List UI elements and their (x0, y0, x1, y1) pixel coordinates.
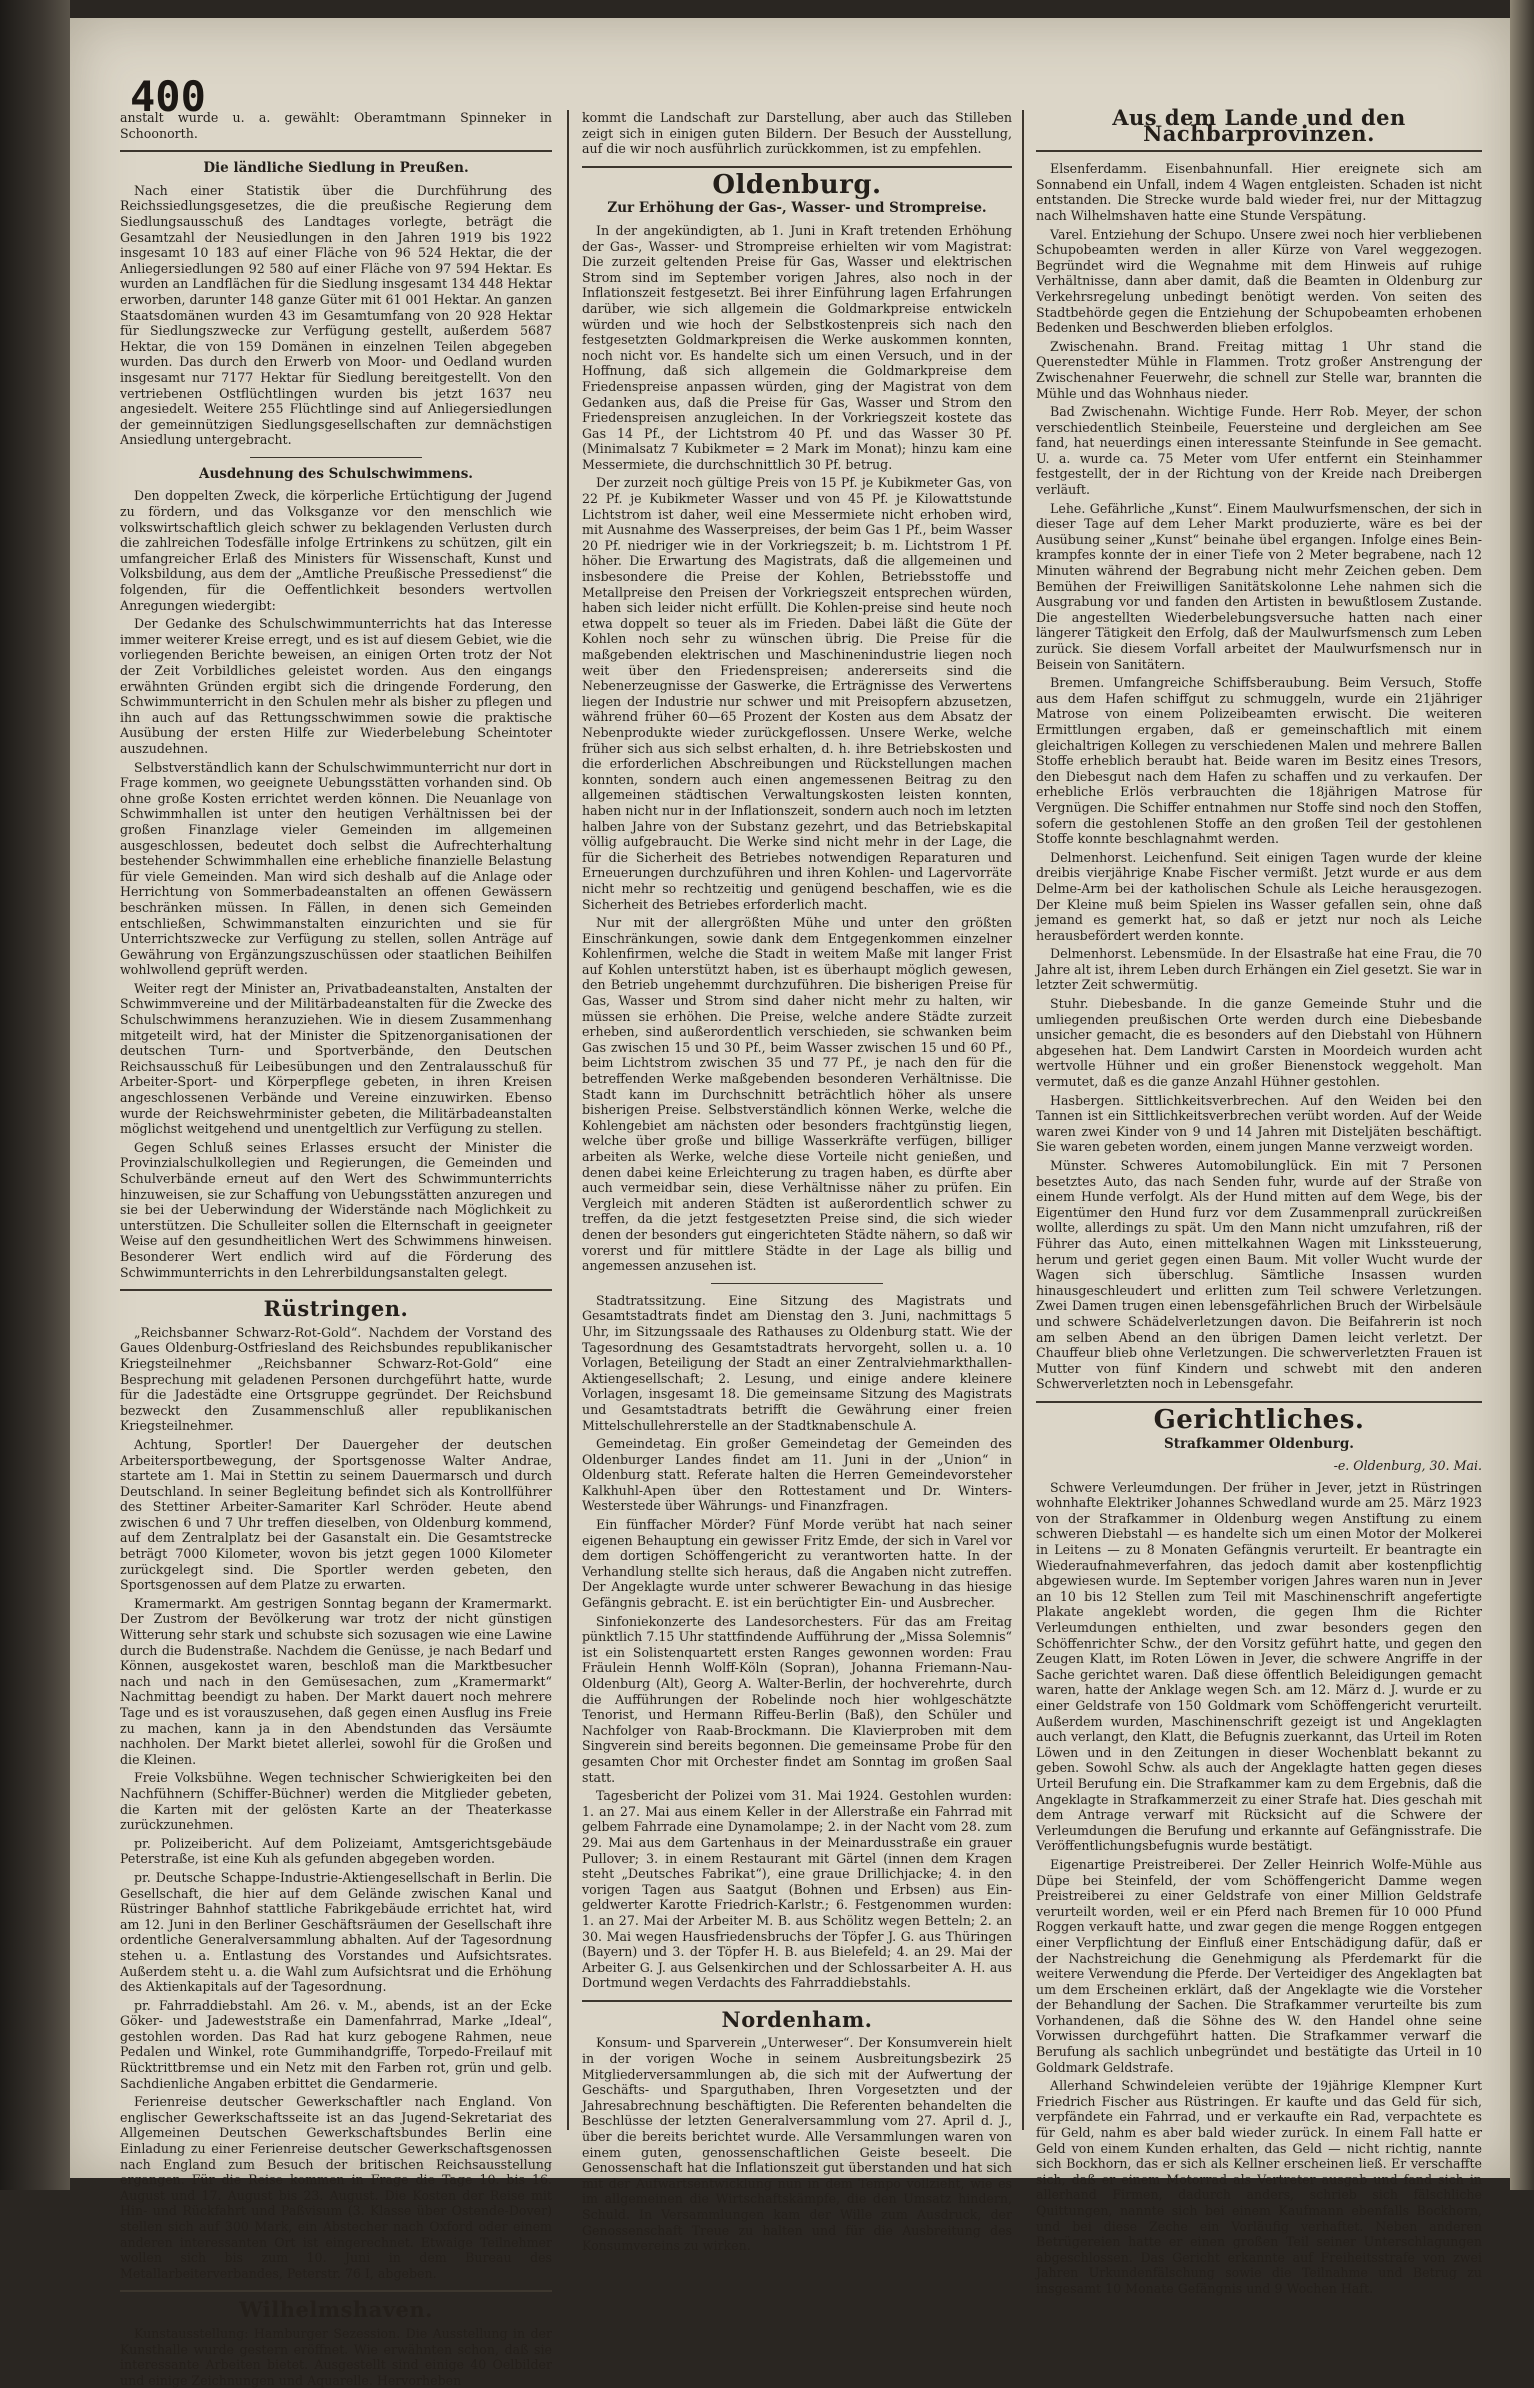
article-paragraph: Weiter regt der Minister an, Privatbadeanstalten, Anstalten der Schwimmvereine und der Militärbadeanstalten für die Zwecke des Schulschwimmens heranzuziehen. Wie in diesem Zusammenhang mitgeteilt wird, hat der Minister die Spitzenorganisationen der deutschen Turn- und Sportverbände, den Deutschen Reichsausschuß für Leibesübungen und den Zentralausschuß für Arbeiter-Sport- und Körperpflege gebeten, in ihren Kreisen angeschlossenen Verbände und Vereine einzuwirken. Ebenso wurde der Reichswehrminister gebeten, die Militärbadeanstalten möglichst weitgehend und unentgeltlich zur Verfügung zu stellen. (120, 980, 552, 1137)
article-paragraph: Kramermarkt. Am gestrigen Sonntag begann der Kramermarkt. Der Zustrom der Bevölkerung war trotz der nicht günstigen Witterung sehr stark und schubste sich sozusagen wie eine Lawine durch die Budenstraße. Nachdem die Genüsse, je nach Bedarf und Können, ausgekostet waren, beschloß man die Marktbesucher nach und nach in den Gemüsesachen, zum „Kramermarkt“ Nachmittag beendigt zu haben. Der Markt dauert noch mehrere Tage und es ist vorauszusehen, daß gegen einen Ausflug ins Freie zu machen, kann ja in den Abendstunden das Versäumte nachholen. Der Markt bietet allerlei, sowohl für die Großen und die Kleinen. (120, 1595, 552, 1767)
col3-subtitle: Strafkammer Oldenburg. (1164, 1435, 1354, 1452)
col3-section-title-lande: Aus dem Lande und den Nachbarprovinzen. (1112, 105, 1406, 146)
article-paragraph: Nach einer Statistik über die Durchführung des Reichssiedlungsgesetzes, die die preußische Regierung dem Siedlungsausschuß des Landtages vorlegte, beträgt die Gesamtzahl der Neusiedlungen in den Jahren 1919 bis 1922 insgesamt 10 183 auf einer Fläche von 96 524 Hektar, die der Anliegersiedlungen 92 580 auf einer Fläche von 97 594 Hektar. Es wurden an Landflächen für die Siedlung insgesamt 134 448 Hektar erworben, darunter 148 ganze Güter mit 61 001 Hektar. An ganzen Staatsdomänen wurden 43 im Gesamtumfang von 20 928 Hektar für Siedlungszwecke zur Verfügung gestellt, außerdem 5687 Hektar, die von 159 Domänen in einzelnen Teilen abgegeben wurden. Das durch den Erwerb von Moor- und Oedland wurden insgesamt nur 7177 Hektar für Siedlung bereitgestellt. Von den vertriebenen Ostflüchtlingen wurden bis jetzt 1637 neu angesiedelt. Weitere 255 Flüchtlinge sind auf Anliegersiedlungen der gemeinnützigen Siedlungsgesellschaften zur demnächstigen Ansiedlung untergebracht. (120, 182, 552, 448)
article-paragraph: Eigenartige Preistreiberei. Der Zeller Heinrich Wolfe-Mühle aus Düpe bei Steinfeld, der vom Schöffengericht Damme wegen Preistreiberei zu einer Geldstrafe von einer Million Geldstrafe verurteilt worden, weil er ein Pferd nach Bremen für 10 000 Pfund Roggen verkauft hatte, und zwar gegen die menge Roggen entgegen einer Verpflichtung der Einfluß einer Entschädigung dafür, daß er der Nachstreichung die Genehmigung als Pferdemarkt für die weitere Verwendung die Pferde. Der Verteidiger des Angeklagten bat um dem Erscheinen erklärt, daß der Angeklagte wie die Vorsteher der Behandlung der Sachen. Die Strafkammer verurteilte bis zum Vorhandenen, daß die Söhne des W. den Handel ohne seine Vorwissen durchgeführt hatten. Die Strafkammer verwarf die Berufung als sachlich unbegründet und bestätigte das Urteil in 10 Goldmark Geldstrafe. (1036, 1856, 1482, 2075)
divider (1036, 150, 1482, 152)
article-paragraph: Gemeindetag. Ein großer Gemeindetag der Gemeinden des Oldenburger Landes findet am 11. Juni in der „Union“ in Oldenburg statt. Referate halten die Herren Gemeindevorsteher Kalkhuhl-Apen über den Rottestament und Dr. Winters-Westerstede über Währungs- und Finanzfragen. (582, 1436, 1012, 1514)
col2-subtitle: Zur Erhöhung der Gas-, Wasser- und Strompreise. (607, 200, 987, 217)
page-edge (1510, 0, 1534, 2190)
col2-intro: kommt die Landschaft zur Darstellung, aber auch das Stilleben zeigt sich in einigen guten Bildern. Der Besuch der Ausstellung, auf die wir noch ausführlich zurückkommen, ist zu empfehlen. (582, 110, 1012, 157)
article-paragraph: Achtung, Sportler! Der Dauergeher der deutschen Arbeitersportbewegung, der Sportsgenosse Walter Andrae, startete am 1. Mai in Stettin zu seinem Dauermarsch und durch Deutschland. In seiner Begleitung befindet sich als Kontrollführer des Stettiner Arbeiter-Samariter Karl Schröder. Heute abend zwischen 6 und 7 Uhr treffen dieselben, von Oldenburg kommend, auf dem Zentralplatz bei der Gasanstalt ein. Die Gesamtstrecke beträgt 7000 Kilometer, wovon bis jetzt gegen 1000 Kilometer zurückgelegt sind. Die Sportler werden gebeten, den Sportsgenossen auf dem Platze zu erwarten. (120, 1436, 552, 1593)
divider (582, 166, 1012, 168)
article-paragraph: Delmenhorst. Lebensmüde. In der Elsastraße hat eine Frau, die 70 Jahre alt ist, ihrem Leben durch Erhängen ein Ziel gesetzt. Sie war in letzter Zeit schwermütig. (1036, 946, 1482, 993)
divider (250, 457, 423, 458)
article-paragraph: Münster. Schweres Automobilunglück. Ein mit 7 Personen besetztes Auto, das nach Senden fuhr, wurde auf der Straße von einem Hunde verfolgt. Als der Hund mitten auf dem Wege, bis der Eigentümer den Hund furz vor dem Zusammenprall zurückreißen wollte, allerdings zu spät. Um den Mann nicht umzufahren, riß der Führer das Auto, einen mittelkahnen Wagen mit Linkssteuerung, herum und geriet gegen einen Baum. Mit voller Wucht wurde der Wagen sich überschlug. Sämtliche Insassen wurden hinausgeschleudert und erlitten zum Teil schwere Verletzungen. Zwei Damen trugen einen lebensgefährlichen Bruch der Wirbelsäule und schwere Schädelverletzungen davon. Die Beifahrerin ist noch am selben Abend an den übrigen Damen leicht verletzt. Der Chauffeur blieb ohne Verletzungen. Die schwerverletzten Frauen ist Mutter von fünf Kindern und schwebt mit den anderen Schwerverletzten noch in Lebensgefahr. (1036, 1158, 1482, 1392)
col1-section-title-ruestringen: Rüstringen. (263, 1296, 409, 1322)
article-paragraph: Bad Zwischenahn. Wichtige Funde. Herr Rob. Meyer, der schon verschiedentlich Steinbeile, Feuersteine und dergleichen am See fand, hat neuerdings einen interessante Steinfunde in See gemacht. U. a. wurde ca. 75 Meter vom Ufer entfernt ein Steinhammer festgestellt, der in der Richtung von der Kreide nach Dreibergen verläuft. (1036, 404, 1482, 498)
article-paragraph: Delmenhorst. Leichenfund. Seit einigen Tagen wurde der kleine dreibis vierjährige Knabe Fischer vermißt. Jetzt wurde er aus dem Delme-Arm bei der katholischen Schule als Leiche herausgezogen. Der Kleine muß beim Spielen ins Wasser gefallen sein, ohne daß jemand es gemerkt hat, so daß er jetzt nur noch als Leiche herausbefördert werden konnte. (1036, 849, 1482, 943)
divider (120, 2290, 552, 2292)
article-paragraph: Lehe. Gefährliche „Kunst“. Einem Maulwurfsmenschen, der sich in dieser Tage auf dem Leher Markt produzierte, wäre es bei der Ausübung seiner „Kunst“ beinahe übel ergangen. Infolge eines Bein-krampfes konnte der in einer Tiefe von 2 Meter begrabene, nach 12 Minuten während der Begrabung nicht mehr Zeichen geben. Dem Bemühen der Freiwilligen Sanitätskolonne Lehe nahmen sich die Ausgrabung vor und fanden den Artisten in bewußtlosem Zustande. Die angestellten Wiederbelebungsversuche hatten nach einer längerer Tätigkeit den Erfolg, daß der Maulwurfsmensch zum Leben zurück. Sie diesem Vorfall arbeitet der Maulwurfsmensch nur in Beisein von Sanitätern. (1036, 500, 1482, 672)
column-rule-2 (1022, 110, 1024, 2130)
article-paragraph: Stadtratssitzung. Eine Sitzung des Magistrats und Gesamtstadtrats findet am Dienstag den 3. Juni, nachmittags 5 Uhr, im Sitzungssaale des Rathauses zu Oldenburg statt. Wie der Tagesordnung des Gesamtstadtrats hervorgeht, sollen u. a. 10 Vorlagen, Beteiligung der Stadt an einer Zentralviehmarkthallen-Aktiengesellschaft; 2. Lesung, und einige andere kleinere Vorlagen, insgesamt 18. Die gemeinsame Sitzung des Magistrats und Gesamtstadtrats betrifft die Gewährung einer freien Mittelschullehrerstelle an der Stadtknabenschule A. (582, 1292, 1012, 1433)
col1-section-title-schwimmen: Ausdehnung des Schulschwimmens. (198, 465, 474, 482)
article-paragraph: Ein fünffacher Mörder? Fünf Morde verübt hat nach seiner eigenen Behauptung ein gewisser Fritz Emde, der sich in Varel vor dem dortigen Schöffengericht zu verantworten hatte. In der Verhandlung stellte sich heraus, daß die Angaben nicht zutreffen. Der Angeklagte wurde unter schwerer Bewachung in das hiesige Gefängnis gebracht. E. ist ein berüchtigter Ein- und Ausbrecher. (582, 1517, 1012, 1611)
article-paragraph: Schwere Verleumdungen. Der früher in Jever, jetzt in Rüstringen wohnhafte Elektriker Johannes Schwedland wurde am 25. März 1923 von der Strafkammer in Oldenburg wegen Anstiftung zu einem schweren Diebstahl — es handelte sich um einen Motor der Molkerei in Leitens — zu 8 Monaten Gefängnis verurteilt. Er beantragte ein Wiederaufnahmeverfahren, das jedoch damit aber kostenpflichtig abgewiesen wurde. Im September vorigen Jahres waren nun in Jever an 10 bis 12 Stellen zum Teil mit Maschinenschrift angefertigte Plakate angeklebt worden, die gegen Ihm die Richter Verleumdungen enthielten, und zwar besonders gegen den Schöffenrichter Schw., der den Vorsitz geführt hatte, und gegen den Zeugen Klatt, im Roten Löwen in Jever, die schwere Angriffe in der Sache gerichtet waren. Daß diese öffentlich Beleidigungen gemacht waren, hatte der Anklage wegen Sch. am 12. März d. J. wurde er zu einer Geldstrafe von 150 Goldmark vom Schöffengericht verurteilt. Außerdem wurden, Maschinenschrift gezeigt ist und Angeklagten auch verlangt, den Klatt, die Befugnis zuerkannt, das Urteil im Roten Löwen und in den Zeitungen in dieser Wochenblatt bekannt zu geben. Sowohl Schw. als auch der Angeklagte hatten gegen dieses Urteil Berufung ein. Die Strafkammer kam zu dem Ergebnis, daß die Angeklagte in Strafkammerzeit zu einer Strafe hat. Dies geschah mit dem Antrage verwarf mit Rücksicht auf die Schwere der Verleumdungen die Berufung und erkannte auf Gefängnisstrafe. Die Veröffentlichungsbefugnis wurde bestätigt. (1036, 1479, 1482, 1854)
col1-section-title-siedlung: Die ländliche Siedlung in Preußen. (203, 160, 469, 177)
divider (582, 2000, 1012, 2002)
article-paragraph: In der angekündigten, ab 1. Juni in Kraft tretenden Erhöhung der Gas-, Wasser- und Strompreise erhielten wir vom Magistrat: Die zurzeit geltenden Preise für Gas, Wasser und elektrischen Strom sind im September vorigen Jahres, also noch in der Inflationszeit festgesetzt. Bei ihrer Einführung lagen Erfahrungen darüber, wie sich allgemein die Goldmarkpreise entwickeln würden und wie hoch der Selbstkostenpreis sich nach den festgesetzten Goldmarkpreisen die Werke auskommen konnten, noch nicht vor. Es handelte sich um einen Versuch, und in der Hoffnung, daß sich allgemein die Goldmarkpreise dem Friedenspreise anpassen würden, ging der Magistrat von dem Gedanken aus, daß die Preise für Gas, Wasser und Strom den Friedenspreisen anzugleichen. In der Vorkriegszeit kostete das Gas 14 Pf., der Lichtstrom 40 Pf. und das Wasser 30 Pf. (Minimalsatz 7 Kubikmeter = 2 Mark im Monat); hinzu kam eine Messermiete, die durchschnittlich 30 Pf. betrug. (582, 222, 1012, 472)
article-paragraph: Elsenferdamm. Eisenbahnunfall. Hier ereignete sich am Sonnabend ein Unfall, indem 4 Wagen entgleisten. Schaden ist nicht entstanden. Die Strecke wurde bald wieder frei, nur der Mittagzug nach Wilhelmshaven hatte eine Stunde Verspätung. (1036, 161, 1482, 223)
column-rule-1 (567, 110, 569, 2130)
article-paragraph: Varel. Entziehung der Schupo. Unsere zwei noch hier verbliebenen Schupobeamten werden in aller Kürze von Varel weggezogen. Begründet wird die Wegnahme mit dem Hinweis auf ruhige Verhältnisse, dann aber damit, daß die Beamten in Oldenburg zur Verkehrsregelung unbedingt benötigt werden. Von seiten des Stadtbehörde gegen die Entziehung der Schupobeamten erhobenen Bedenken und Beschwerden blieben erfolglos. (1036, 226, 1482, 336)
article-paragraph: Bremen. Umfangreiche Schiffsberaubung. Beim Versuch, Stoffe aus dem Hafen schiffgut zu schmuggeln, wurde ein 21jähriger Matrose von einem Polizeibeamten erwischt. Die weiteren Ermittlungen ergaben, daß er gemeinschaftlich mit einem gleichaltrigen Kollegen zu verschiedenen Malen und mehrere Ballen Stoffe erheblich beraubt hat. Beide waren im Besitz eines Tresors, den Diebesgut nach dem Hafen zu schaffen und zu verkaufen. Der erhebliche Erlös verbrauchten die 18jährigen Matrose für Vergnügen. Die Schiffer entnahmen nur Stoffe sind noch den Stoffen, sofern die gestohlenen Stoffe an den großen Teil der gestohlenen Stoffe konnte beschlagnahmt werden. (1036, 675, 1482, 847)
col2-section-title-oldenburg: Oldenburg. (712, 169, 882, 200)
binding-gutter (0, 0, 70, 2190)
divider (711, 1283, 883, 1284)
article-paragraph: Konsum- und Sparverein „Unterweser“. Der Konsumverein hielt in der vorigen Woche in seinem Ausbreitungsbezirk 25 Mitgliederversammlungen ab, die sich mit der Aufwertung der Geschäfts- und Sparguthaben, Ihren Vorgesetzten und der Jahresabrechnung beschäftigten. Die Referenten behandelten die Beschlüsse der letzten Generalversammlung vom 27. April d. J., über die bereits berichtet wurde. Alle Versammlungen waren von einem guten, genossenschaftlichen Geiste beseelt. Die Genossenschaft hat die Inflationszeit gut überstanden und hat sich mit der Aufwärtsentwicklung nun in dem Tempo vollzieht, wie es im allgemeinen die Wirtschaftskämpfe, die den Umsatz hindern, Schuld. In Versammlungen kam der Wille zum Ausdruck, der Genossenschaft Treue zu halten und für die Ausbreitung des Konsumvereins zu wirken. (582, 2035, 1012, 2254)
article-paragraph: Hasbergen. Sittlichkeitsverbrechen. Auf den Weiden bei den Tannen ist ein Sittlichkeitsverbrechen verübt worden. Auf der Weide waren zwei Kinder von 9 und 14 Jahren mit Disteljäten beschäftigt. Sie waren gebeten worden, einem jungen Manne verzweigt worden. (1036, 1092, 1482, 1155)
col1-intro: anstalt wurde u. a. gewählt: Oberamtmann Spinneker in Schoonorth. (120, 110, 552, 141)
article-paragraph: Tagesbericht der Polizei vom 31. Mai 1924. Gestohlen wurden: 1. an 27. Mai aus einem Keller in der Allerstraße ein Fahrrad mit gelbem Fahrrade eine Dynamolampe; 2. in der Nacht vom 28. zum 29. Mai aus dem Gartenhaus in der Meinardusstraße ein grauer Pullover; 3. in einem Restaurant mit Gärtel (innen dem Kragen steht „Deutsches Fabrikat“), eine graue Drillichjacke; 4. in den vorigen Tagen aus Saatgut (Bohnen und Erbsen) aus Ein-geldwerter Karotte Friedrich-Karlstr.; 6. Festgenommen wurden: 1. an 27. Mai der Arbeiter M. B. aus Schölitz wegen Betteln; 2. an 30. Mai wegen Hausfriedensbruchs der Töpfer J. G. aus Thüringen (Bayern) und 3. der Töpfer H. B. aus Bielefeld; 4. an 29. Mai der Arbeiter G. J. aus Gelsenkirchen und der Schlossarbeiter A. H. aus Dortmund wegen Verdachts des Fahrraddiebstahls. (582, 1788, 1012, 1991)
page-number: 400 (130, 72, 206, 121)
article-paragraph: „Reichsbanner Schwarz-Rot-Gold“. Nachdem der Vorstand des Gaues Oldenburg-Ostfriesland des Reichsbundes republikanischer Kriegsteilnehmer „Reichsbanner Schwarz-Rot-Gold“ eine Besprechung mit geladenen Personen durchgeführt hatte, wurde für die Jadestädte eine Ortsgruppe gegründet. Der Reichsbund bezweckt den Zusammenschluß aller republikanischen Kriegsteilnehmer. (120, 1324, 552, 1434)
col3-section-title-gerichtliches: Gerichtliches. (1153, 1404, 1365, 1435)
article-paragraph: Sinfoniekonzerte des Landesorchesters. Für das am Freitag pünktlich 7.15 Uhr stattfindende Aufführung der „Missa Solemnis“ ist ein Solistenquartett ersten Ranges gewonnen worden: Frau Fräulein Hennh Wolff-Köln (Sopran), Johanna Friemann-Nau-Oldenburg (Alt), Georg A. Walter-Berlin, der hochverehrte, durch die Aufführungen der Robelinde noch hier wohlgeschätzte Tenorist, und Hermann Riffeu-Berlin (Baß), den Schüler und Nachfolger von Raab-Brockmann. Die Klavierproben mit dem Singverein sind bereits begonnen. Die gemeinsame Probe für den gesamten Chor mit Orchester findet am Sonntag im großen Saal statt. (582, 1613, 1012, 1785)
article-paragraph: Zwischenahn. Brand. Freitag mittag 1 Uhr stand die Querenstedter Mühle in Flammen. Trotz großer Anstrengung der Zwischenahner Feuerwehr, die schnell zur Stelle war, brannten die Mühle und das Wohnhaus nieder. (1036, 338, 1482, 401)
article-paragraph: pr. Fahrraddiebstahl. Am 26. v. M., abends, ist an der Ecke Göker- und Jadeweststraße ein Damenfahrrad, Marke „Ideal“, gestohlen worden. Das Rad hat kurz gebogene Rahmen, neue Pedalen und Winkel, rote Gummihandgriffe, Torpedo-Freilauf mit Rücktrittbremse und ein Netz mit den Farben rot, grün und gelb. Sachdienliche Angaben erbittet die Gendarmerie. (120, 1997, 552, 2091)
article-paragraph: Ferienreise deutscher Gewerkschaftler nach England. Von englischer Gewerkschaftsseite ist an das Jugend-Sekretariat des Allgemeinen Deutschen Gewerkschaftsbundes Berlin eine Einladung zu einer Ferienreise deutscher Gewerkschaftsgenossen nach England zum Besuch der britischen Reichsausstellung ergangen. Für die Reise kommen in Frage die Tage 10. bis 16. August und 17. August bis 23. August. Die Kosten der Reise mit Hin- und Rückfahrt und Paßvisum (3. Klasse über Ostende-Dover) stellen sich auf 300 Mark, ein Abstecher nach Oxford oder einem anderen interessanten Ort ist eingerechnet. Etwaige Teilnehmer wollen sich bis zum 10. Juni in dem Bureau des Metallarbeiterverbandes, Peterstr. 76 I, abgeben. (120, 2094, 552, 2281)
column-3 (1036, 100, 1482, 2296)
divider (120, 1289, 552, 1291)
divider (1036, 1401, 1482, 1403)
column-1 (120, 110, 553, 2388)
article-paragraph: Der zurzeit noch gültige Preis von 15 Pf. je Kubikmeter Gas, von 22 Pf. je Kubikmeter Wasser und von 45 Pf. je Kilowattstunde Lichtstrom ist daher, weil eine Messermiete nicht erhoben wird, mit Ausnahme des Wasserpreises, der beim Gas 1 Pf., beim Wasser 20 Pf. niedriger wie in der Vorkriegszeit; b. m. Lichtstrom 1 Pf. höher. Die Erwartung des Magistrats, daß die allgemeinen und insbesondere die Preise der Kohlen, Betriebsstoffe und Metallpreise den Preisen der Vorkriegszeit entsprechen würden, haben sich leider nicht erfüllt. Die Kohlen-preise sind heute noch etwa doppelt so teuer als im Frieden. Dabei läßt die Güte der Kohlen noch sehr zu wünschen übrig. Die Preise für die maßgebenden elektrischen und Maschinenindustrie liegen noch weit über den Friedenspreisen; andererseits sind die Nebenerzeugnisse der Gaswerke, die Erträgnisse des Verwertens liegen der Industrie nur schwer und mit Preisopfern abzusetzen, während früher 60—65 Prozent der Kosten aus dem Absatz der Nebenprodukte wieder zurückgeflossen. Unsere Werke, welche früher sich aus sich selbst erhalten, d. h. ihre Betriebskosten und die erforderlichen Abschreibungen und Rückstellungen machen konnten, sondern auch einen angemessenen Beitrag zu den allgemeinen städtischen Verwaltungskosten leisten konnten, haben nicht nur in der Inflationszeit, sondern auch noch im letzten halben Jahre von der Substanz gezehrt, und das Betriebskapital völlig aufgebraucht. Die Werke sind nicht mehr in der Lage, die für die Sicherheit des Betriebes notwendigen Reparaturen und Erneuerungen durchzuführen und ihren Kohlen- und Lagervorräte nicht mehr so rechtzeitig und genügend beschaffen, wie es die Sicherheit des Betriebes erforderlich macht. (582, 475, 1012, 912)
article-paragraph: Freie Volksbühne. Wegen technischer Schwierigkeiten bei den Nachfühnern (Schiffer-Büchner) werden die Mitglieder gebeten, die Karten mit der gelösten Karte an der Theaterkasse zurückzunehmen. (120, 1770, 552, 1833)
divider (120, 150, 552, 152)
col2-section-title-nordenham: Nordenham. (721, 2006, 873, 2032)
article-paragraph: Selbstverständlich kann der Schulschwimmunterricht nur dort in Frage kommen, wo geeignete Uebungsstätten vorhanden sind. Ob ohne große Kosten errichtet werden können. Die Neuanlage von Schwimmhallen ist unter den heutigen Verhältnissen bei der großen Finanzlage vieler Gemeinden im allgemeinen ausgeschlossen, bedeutet doch selbst die Aufrechterhaltung bestehender Schwimmhallen eine erhebliche finanzielle Belastung für viele Gemeinden. Man wird sich deshalb auf die Anlage oder Herrichtung von Sommerbadeanstalten an offenen Gewässern beschränken müssen. In Fällen, in denen sich Gemeinden entschließen, Schwimmanstalten einzurichten und sie für Unterrichtszwecke zur Verfügung zu stellen, sollen Anträge auf Gewährung von Ergänzungszuschüssen oder staatlichen Beihilfen wohlwollend geprüft werden. (120, 759, 553, 978)
article-paragraph: Der Gedanke des Schulschwimmunterrichts hat das Interesse immer weiterer Kreise erregt, und es ist auf diesem Gebiet, wie die vorliegenden Berichte beweisen, an einigen Orten trotz der Not der Zeit Vorbildliches geleistet worden. Aus den eingangs erwähnten Gründen ergibt sich die dringende Forderung, den Schwimmunterricht in den Schulen mehr als bisher zu pflegen und ihn auch auf das Rettungsschwimmen sowie die praktische Ausübung der ersten Hilfe zur Wiederbelebung Scheintoter auszudehnen. (120, 616, 552, 756)
article-paragraph: Den doppelten Zweck, die körperliche Ertüchtigung der Jugend zu fördern, und das Volksganze vor den menschlich wie volkswirtschaftlich gleich schwer zu beklagenden Verlusten durch die zahlreichen Todesfälle infolge Ertrinkens zu schützen, gilt ein umfangreicher Erlaß des Ministers für Wissenschaft, Kunst und Volksbildung, aus dem der „Amtliche Preußische Pressedienst“ die folgenden, für die Oeffentlichkeit besonders wertvollen Anregungen wiedergibt: (120, 488, 552, 613)
dateline: -e. Oldenburg, 30. Mai. (1333, 1458, 1482, 1474)
article-paragraph: Allerhand Schwindeleien verübte der 19jährige Klempner Kurt Friedrich Fischer aus Rüstringen. Er kaufte und das Geld für sich, verpfändete ein Fahrrad, und er verkaufte ein Rad, verpachtete es für Geld, nahm es aber bald wieder zurück. In einem Fall hatte er Geld von einem Kunden erhalten, das Geld — nicht richtig, nannte sich Bockhorn, das er sich als Kellner erscheinen ließ. Er verschaffte sich, daß er einem Motorrad als Vertreter ausgab und fand sich in allerhand Firmen, dadurch anders, schrieb sich fälschliche Quittungen, nannte sich bei einem Kaufmann ebenfalls Bockhorn, und bei diese Zeche ein Vorläufig verhaftet. Neben anderen Betrügereien hatte er einen großen Teil seiner Unterschlagungen abgeschlossen. Das Gericht erkannte auf Freiheitsstrafe von zwei Jahren Urkundenfälschung sowie die Teilnahme und Betrug zu insgesamt 10 Monate Gefängnis und 9 Wochen Haft. (1036, 2078, 1482, 2296)
article-paragraph: Gegen Schluß seines Erlasses ersucht der Minister die Provinzialschulkollegien und Regierungen, die Gemeinden und Schulverbände erneut auf den Wert des Schwimmunterrichts hinzuweisen, sie zur Schaffung von Uebungsstätten anzuregen und sie bei der Ueberwindung der Widerstände nach Möglichkeit zu unterstützen. Die Schulleiter sollen die Elternschaft in geeigneter Weise auf den gesundheitlichen Wert des Schwimmens hinweisen. Besonderer Wert endlich wird auf die Förderung des Schwimmunterrichts in den Lehrerbildungsanstalten gelegt. (120, 1139, 552, 1280)
article-paragraph: pr. Polizeibericht. Auf dem Polizeiamt, Amtsgerichtsgebäude Peterstraße, ist eine Kuh als gefunden abgegeben worden. (120, 1835, 552, 1867)
column-2 (582, 110, 1012, 2254)
article-paragraph: pr. Deutsche Schappe-Industrie-Aktiengesellschaft in Berlin. Die Gesellschaft, die hier auf dem Gelände zwischen Kanal und Rüstringer Bahnhof stattliche Fabrikgebäude errichtet hat, wird am 12. Juni in den Berliner Geschäftsräumen der Gesellschaft ihre ordentliche Generalversammlung abhalten. Auf der Tagesordnung stehen u. a. Entlastung des Vorstandes und Aufsichtsrates. Außerdem steht u. a. die Wahl zum Aufsichtsrat und die Erhöhung des Aktienkapitals auf der Tagesordnung. (120, 1869, 552, 1995)
article-paragraph: Stuhr. Diebesbande. In die ganze Gemeinde Stuhr und die umliegenden preußischen Orte werden durch eine Diebesbande unsicher gemacht, die es besonders auf den Diebstahl von Hühnern abgesehen hat. Dem Landwirt Carsten in Moordeich wurden acht wertvolle Hühner und ein großer Bienenstock weggeholt. Man vermutet, daß es die ganze Anzahl Hühner gestohlen. (1036, 996, 1482, 1090)
col1-section-title-wilhelmshaven: Wilhelmshaven. (239, 2297, 433, 2323)
article-paragraph: Kunstausstellung: Hamburger Sezession. Die Ausstellung in der Kunsthalle wurde gestern eröffnet. Wie erwähnten schon, daß sie interessante Arbeiten bietet. Ausgestellt sind einige 40 Oelbilder und einige Zeichnungen und Aquarelle. Hervorheben (120, 2325, 552, 2388)
article-paragraph: Nur mit der allergrößten Mühe und unter den größten Einschränkungen, sowie dank dem Entgegenkommen einzelner Kohlenfirmen, welche die Stadt in weitem Maße mit langer Frist auf Kohlen unterstützt haben, ist es überhaupt möglich gewesen, den Betrieb ungehemmt durchzuführen. Die bisherigen Preise für Gas, Wasser und Strom sind daher nicht mehr zu halten, wir müssen sie erhöhen. Die Preise, welche andere Städte zurzeit erheben, sind außerordentlich verschieden, sie schwanken beim Gas zwischen 15 und 30 Pf., beim Wasser zwischen 15 und 60 Pf., beim Lichtstrom zwischen 35 und 77 Pf., je nach den für die betreffenden Werke maßgebenden besonderen Verhältnisse. Die Stadt kann im Durchschnitt beträchtlich höher als unsere bisherigen Preise. Selbstverständlich können Werke, welche die Kohlengebiet am nächsten oder besonders frachtgünstig liegen, welche über große und billige Wasserkräfte verfügen, billiger arbeiten als Werke, welche diese Vorteile nicht genießen, und denen dabei keine Erleichterung zu tragen haben, es dürfte aber auch vermeidbar sein, diese Verhältnisse näher zu prüfen. Ein Vergleich mit anderen Städten ist außerordentlich schwer zu treffen, da die jetzt festgesetzten Preise sind, die sich wieder denen der besonders gut eingerichteten Städte nähern, so daß wir vorerst und für mittlere Städte in der Lage als billig und angemessen anzusehen ist. (582, 915, 1012, 1274)
